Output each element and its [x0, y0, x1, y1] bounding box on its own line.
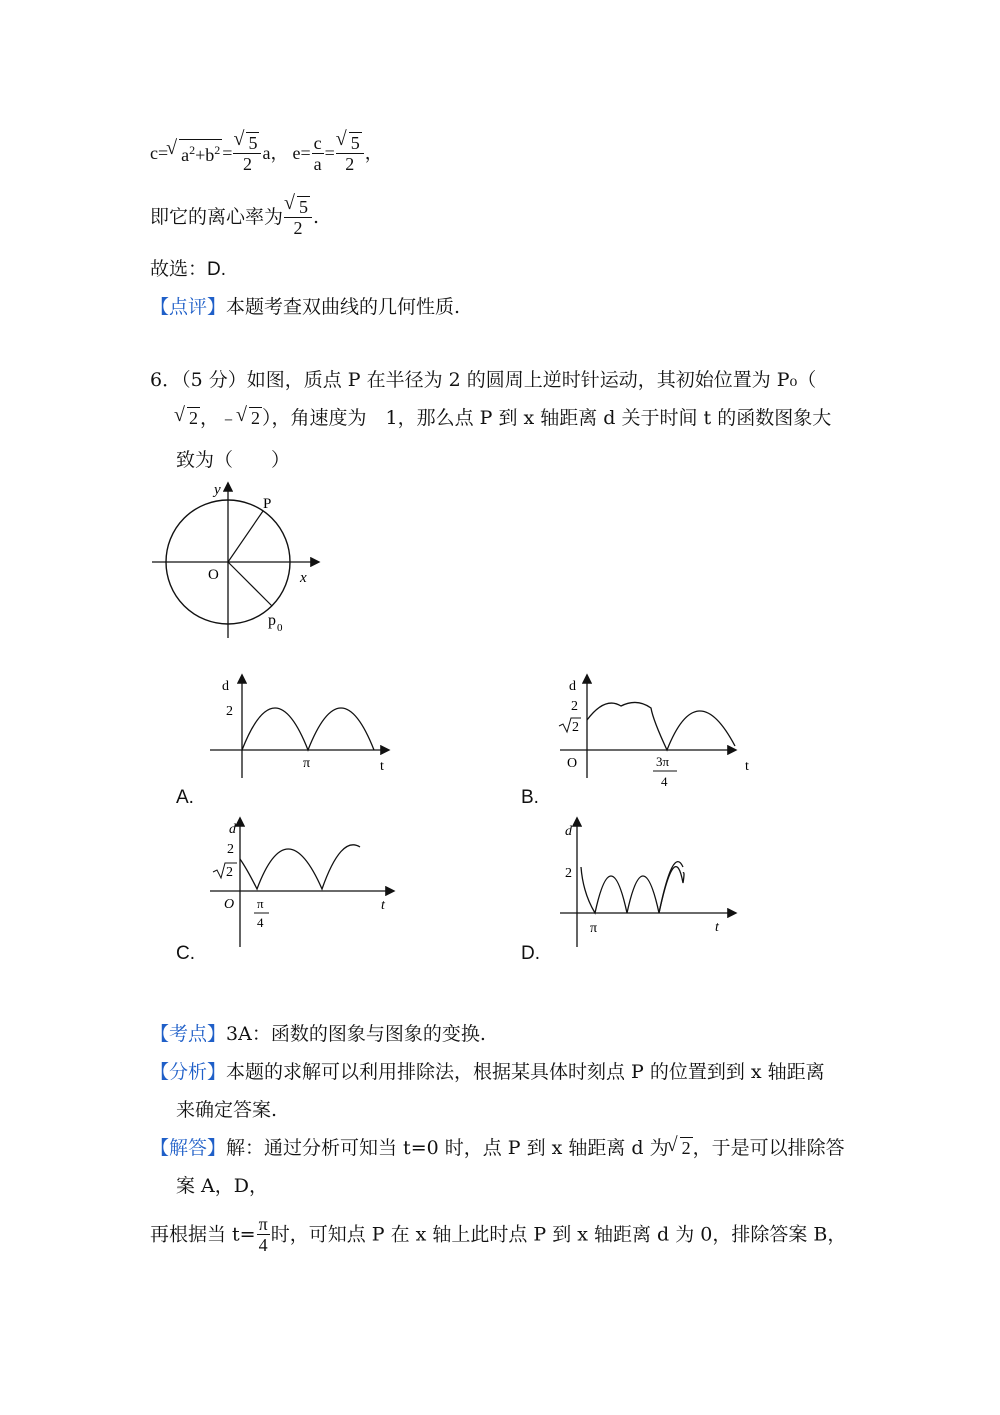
last-frac — [257, 1214, 270, 1255]
option-c-label[interactable]: C. — [176, 943, 195, 964]
rad-b-exp: 2 — [214, 143, 221, 157]
d-label-pi: π — [590, 921, 598, 936]
c-sqrt-sign — [213, 863, 237, 878]
b-label-2: 2 — [571, 699, 578, 714]
option-a-graph — [200, 670, 400, 780]
review-line — [150, 295, 460, 319]
frac-den-2: 2 — [242, 154, 252, 174]
a-curve — [242, 708, 374, 750]
c-lhs: c= — [150, 143, 169, 163]
b-label-d: d — [569, 679, 576, 694]
jieda-text1: 解：通过分析可知当 t=0 时，点 P 到 x 轴距离 d 为 — [226, 1137, 669, 1159]
b-label-frac-num: 3π — [656, 754, 670, 769]
d-label-d: d — [565, 824, 572, 839]
option-b-label[interactable]: B. — [521, 787, 539, 808]
d-label-2: 2 — [565, 866, 572, 881]
label-y: y — [214, 482, 221, 498]
b-label-frac-den: 4 — [661, 774, 668, 789]
label-o: O — [208, 567, 219, 583]
fenxi-text1: 本题的求解可以利用排除法，根据某具体时刻点 P 的位置到到 x 轴距离 — [226, 1061, 825, 1083]
b-label-o: O — [567, 756, 578, 771]
a-label-t: t — [380, 759, 384, 774]
d-label-t: t — [715, 920, 719, 935]
ecc-sqrt5: 5 — [299, 197, 309, 217]
fenxi-tag: 【分析】 — [150, 1061, 227, 1083]
kaodian-tag: 【考点】 — [150, 1023, 227, 1045]
jieda-line1 — [150, 1136, 845, 1160]
q6-line2 — [176, 406, 831, 436]
b-curve — [587, 702, 735, 750]
a-label-2: 2 — [226, 704, 233, 719]
d-curve — [581, 867, 684, 913]
last-frac-den: 4 — [258, 1235, 268, 1255]
q6-line3: 致为（ ） — [176, 449, 291, 471]
option-b-graph — [555, 670, 755, 800]
option-a-label[interactable]: A. — [176, 787, 194, 808]
c-label-d: d — [229, 822, 236, 837]
option-c-graph — [205, 815, 405, 950]
q6-sqrt2-b-rad: 2 — [251, 408, 261, 428]
ecc-frac — [284, 196, 312, 238]
jieda-sqrt2 — [669, 1136, 693, 1160]
jieda-tag: 【解答】 — [150, 1137, 227, 1159]
c-label-frac-den: 4 — [257, 915, 264, 930]
fenxi-line2: 来确定答案. — [176, 1099, 278, 1121]
option-d-graph — [555, 815, 745, 950]
c-formula-line — [150, 132, 383, 184]
rad-plus-b: +b — [195, 145, 215, 165]
eccentricity-line — [150, 196, 319, 246]
q6-line2-rest: ），角速度为 1，那么点 P 到 x 轴距离 d 关于时间 t 的函数图象大 — [262, 407, 832, 429]
last-post: 时，可知点 P 在 x 轴上此时点 P 到 x 轴距离 d 为 0，排除答案 B， — [270, 1223, 847, 1246]
jieda-line2: 案 A，D， — [176, 1175, 268, 1197]
option-d-label[interactable]: D. — [521, 943, 540, 964]
frac-c: c — [313, 132, 322, 153]
frac-sqrt5-over-2 — [233, 132, 261, 174]
eq1: = — [222, 143, 233, 163]
radical-a2-b2 — [168, 139, 222, 167]
q6-sqrt2-a — [176, 406, 200, 430]
radius-p0 — [228, 562, 272, 606]
end-comma: ， — [364, 143, 383, 163]
review-tag: 【点评】 — [150, 296, 227, 318]
circle-figure — [150, 478, 330, 638]
fenxi-line1 — [150, 1060, 825, 1084]
frac-sqrt5-over-2-e — [336, 132, 364, 174]
label-p0: p — [268, 612, 276, 629]
rad-a-exp: 2 — [189, 143, 196, 157]
kaodian-text: 3A：函数的图象与图象的变换. — [226, 1023, 486, 1045]
q6-line1: 6．（5 分）如图，质点 P 在半径为 2 的圆周上逆时针运动，其初始位置为 P₀（ — [150, 369, 817, 391]
kaodian-line — [150, 1022, 486, 1046]
c-label-2: 2 — [227, 842, 234, 857]
frac-den-2-e: 2 — [345, 154, 355, 174]
eq2: = — [324, 143, 335, 163]
label-x: x — [300, 570, 307, 586]
review-text: 本题考查双曲线的几何性质. — [226, 296, 461, 318]
a-suffix: a， — [262, 143, 289, 163]
ecc-den: 2 — [293, 218, 303, 238]
frac-c-over-a — [312, 133, 324, 174]
jieda-text1b: ，于是可以排除答 — [692, 1137, 845, 1159]
rad-a: a — [181, 145, 190, 165]
a-label-d: d — [222, 679, 229, 694]
c-label-frac-num: π — [257, 896, 264, 911]
sqrt5-rad: 5 — [248, 133, 258, 153]
ecc-end: . — [313, 206, 320, 228]
label-p: P — [263, 496, 272, 512]
sqrt5-rad-e: 5 — [350, 133, 360, 153]
frac-a: a — [313, 153, 322, 174]
b-label-sqrt2: 2 — [572, 720, 579, 735]
last-line — [150, 1214, 846, 1264]
jieda-sqrt2-rad: 2 — [681, 1138, 691, 1158]
ecc-text: 即它的离心率为 — [150, 206, 284, 228]
q6-sqrt2-b — [238, 406, 262, 430]
last-pre: 再根据当 t= — [150, 1223, 256, 1246]
c-label-o: O — [224, 897, 235, 912]
c-label-sqrt2: 2 — [226, 865, 233, 880]
b-label-t: t — [745, 759, 749, 774]
radius-p — [228, 511, 263, 562]
q6-sep: ，﹣ — [200, 407, 239, 429]
c-label-t: t — [381, 898, 385, 913]
e-lhs: e= — [292, 143, 311, 163]
a-label-pi: π — [303, 756, 311, 771]
q6-sqrt2-a-rad: 2 — [189, 408, 198, 428]
c-curve — [240, 845, 360, 889]
choice-line: 故选：D. — [150, 259, 227, 280]
label-p0-sub: 0 — [277, 622, 283, 634]
last-frac-num: π — [258, 1214, 268, 1234]
